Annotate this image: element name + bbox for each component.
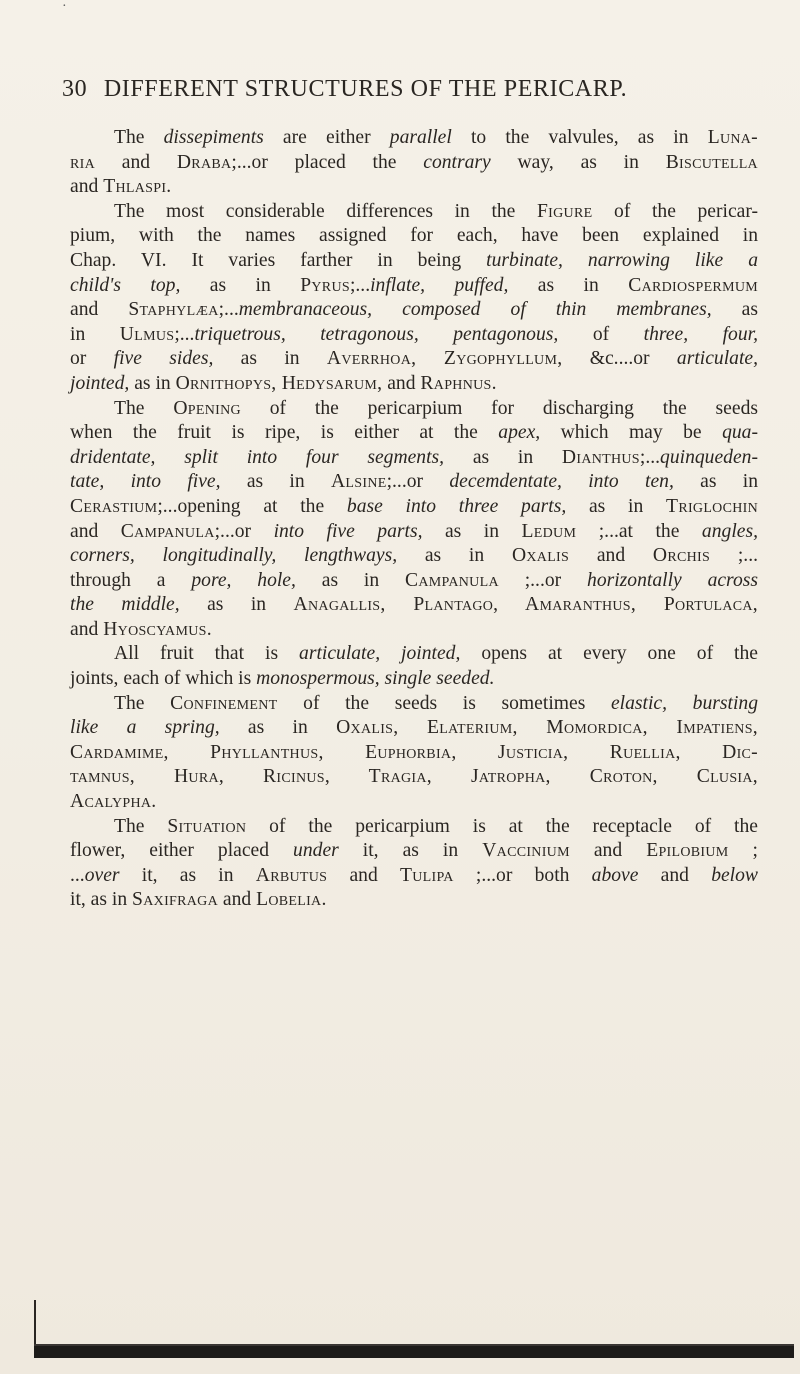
text-line: or five sides, as in Averrhoa, Zygophyllum, &c....or articulate, [70,348,758,370]
page-title: DIFFERENT STRUCTURES OF THE PERICARP. [103,76,628,102]
text-line: tamnus, Hura, Ricinus, Tragia, Jatropha, Croton, Clusia, [70,766,758,788]
text-line: child's top, as in Pyrus;...inflate, puffed, as in Cardiospermum [70,274,758,296]
text-line: ria and Draba;...or placed the contrary way, as in Biscutella [70,151,758,173]
text-line: The Situation of the pericarpium is at the receptacle of the [114,815,758,837]
text-line: The dissepiments are either parallel to the valvules, as in Luna- [114,127,759,148]
text-line: jointed, as in Ornithopys, Hedysarum, and Raphnus. [70,372,497,394]
text-line: The Opening of the pericarpium for discharging the seeds [114,397,758,419]
text-line: and Campanula;...or into five parts, as in Ledum ;...at the angles, [70,520,758,542]
text-line: Chap. VI. It varies farther in being turbinate, narrowing like a [70,249,758,271]
text-line: Cerastium;...opening at the base into three parts, as in Triglochin [70,495,759,517]
text-line: and Thlaspi. [70,176,172,198]
page-body [70,126,759,913]
text-line: Acalypha. [70,791,157,813]
text-line: dridentate, split into four segments, as in Dianthus;...quinqueden- [70,446,758,468]
text-line: corners, longitudinally, lengthways, as in Oxalis and Orchis ;... [70,545,759,567]
speck: · [62,0,67,14]
text-line: and Hyoscyamus. [70,618,212,640]
page-edge-line [34,1300,36,1350]
text-line: Cardamime, Phyllanthus, Euphorbia, Justicia, Ruellia, Dic- [70,741,758,763]
text-line: the middle, as in Anagallis, Plantago, Amaranthus, Portulaca, [70,594,758,616]
text-line: The Confinement of the seeds is sometimes elastic, bursting [114,692,758,714]
text-line: in Ulmus;...triquetrous, tetragonous, pentagonous, of three, four, [70,323,759,345]
text-line: joints, each of which is monospermous, single seeded. [70,668,495,690]
page-number: 30 [62,76,88,102]
text-line: All fruit that is articulate, jointed, opens at every one of the [114,643,758,665]
text-line: flower, either placed under it, as in Vaccinium and Epilobium ; [70,840,758,862]
text-line: The most considerable differences in the Figure of the pericar- [114,200,758,222]
text-line: tate, into five, as in Alsine;...or decemdentate, into ten, as in [70,471,758,493]
text-line: when the fruit is ripe, is either at the apex, which may be qua- [70,422,758,444]
text-line: and Staphylæa;...membranaceous, composed of thin membranes, as [70,299,758,321]
running-header [62,76,752,103]
text-line: ...over it, as in Arbutus and Tulipa ;...or both above and below [70,864,758,886]
bottom-edge-bar [34,1344,794,1358]
text-line: it, as in Saxifraga and Lobelia. [70,889,327,911]
text-line: like a spring, as in Oxalis, Elaterium, Momordica, Impatiens, [70,717,758,739]
text-line: pium, with the names assigned for each, have been explained in [70,225,758,247]
text-line: through a pore, hole, as in Campanula ;...or horizontally across [70,569,759,591]
